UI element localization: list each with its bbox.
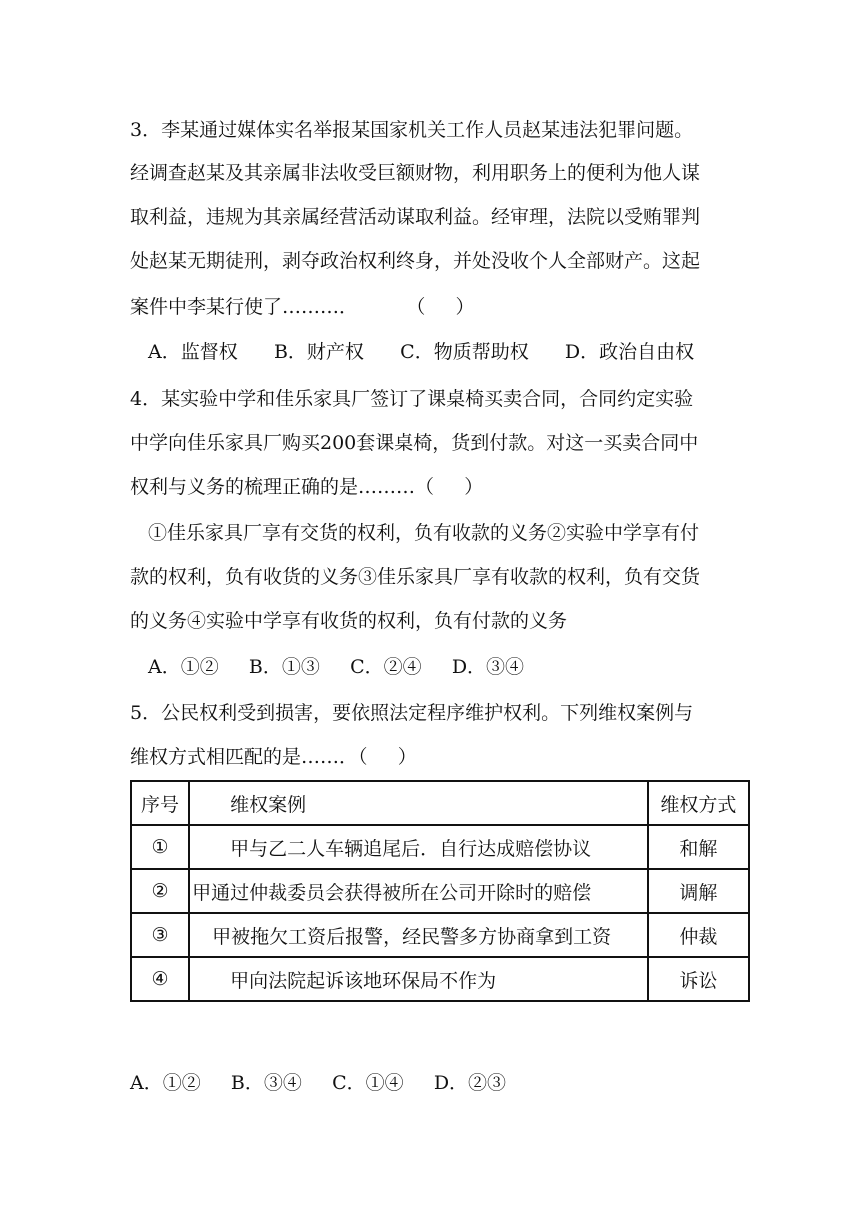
q4-stem-line-1: 4．某实验中学和佳乐家具厂签订了课桌椅买卖合同，合同约定实验 [130,388,694,410]
table-row [131,869,749,913]
q3-options: A．监督权 B．财产权 C．物质帮助权 D．政治自由权 [148,341,695,363]
header-number: 序号 [131,781,189,825]
q4-options: A．①② B．①③ C．②④ D．③④ [148,656,525,678]
header-case: 维权案例 [189,781,648,825]
row-case: 甲被拖欠工资后报警，经民警多方协商拿到工资 [189,913,648,957]
row-number: ③ [131,913,189,957]
rights-protection-table [130,780,750,1002]
q4-statement-line-2: 款的权利，负有收货的义务③佳乐家具厂享有收款的权利，负有交货 [130,566,701,588]
table-row [131,825,749,869]
q3-stem-line-1: 3．李某通过媒体实名举报某国家机关工作人员赵某违法犯罪问题。 [130,119,694,141]
q4-statement-line-1: ①佳乐家具厂享有交货的权利，负有收款的义务②实验中学享有付 [148,522,700,544]
q5-stem-line-2: 维权方式相匹配的是……．（ ） [130,746,417,768]
table-header-row [131,781,749,825]
row-method: 诉讼 [648,957,749,1001]
row-case: 甲向法院起诉该地环保局不作为 [189,957,648,1001]
q3-stem-line-3: 取利益，违规为其亲属经营活动谋取利益。经审理，法院以受贿罪判 [130,206,701,228]
header-method: 维权方式 [648,781,749,825]
row-case: 甲与乙二人车辆追尾后．自行达成赔偿协议 [189,825,648,869]
row-number: ② [131,869,189,913]
q4-stem-line-2: 中学向佳乐家具厂购买200套课桌椅，货到付款。对这一买卖合同中 [130,432,699,454]
q4-stem-line-3: 权利与义务的梳理正确的是………（ ） [130,476,484,498]
q4-statement-line-3: 的义务④实验中学享有收货的权利，负有付款的义务 [130,610,568,632]
row-method: 调解 [648,869,749,913]
q5-options: A．①② B．③④ C．①④ D．②③ [130,1072,507,1094]
table-row [131,913,749,957]
row-case: 甲通过仲裁委员会获得被所在公司开除时的赔偿 [189,869,648,913]
table-row [131,957,749,1001]
q5-stem-line-1: 5．公民权利受到损害，要依照法定程序维护权利。下列维权案例与 [130,702,694,724]
q3-stem-line-2: 经调查赵某及其亲属非法收受巨额财物，利用职务上的便利为他人谋 [130,162,701,184]
row-number: ④ [131,957,189,1001]
q3-stem-line-5: 案件中李某行使了………． （ ） [130,296,475,318]
row-method: 仲裁 [648,913,749,957]
q3-stem-line-4: 处赵某无期徒刑，剥夺政治权利终身，并处没收个人全部财产。这起 [130,250,701,272]
row-number: ① [131,825,189,869]
row-method: 和解 [648,825,749,869]
